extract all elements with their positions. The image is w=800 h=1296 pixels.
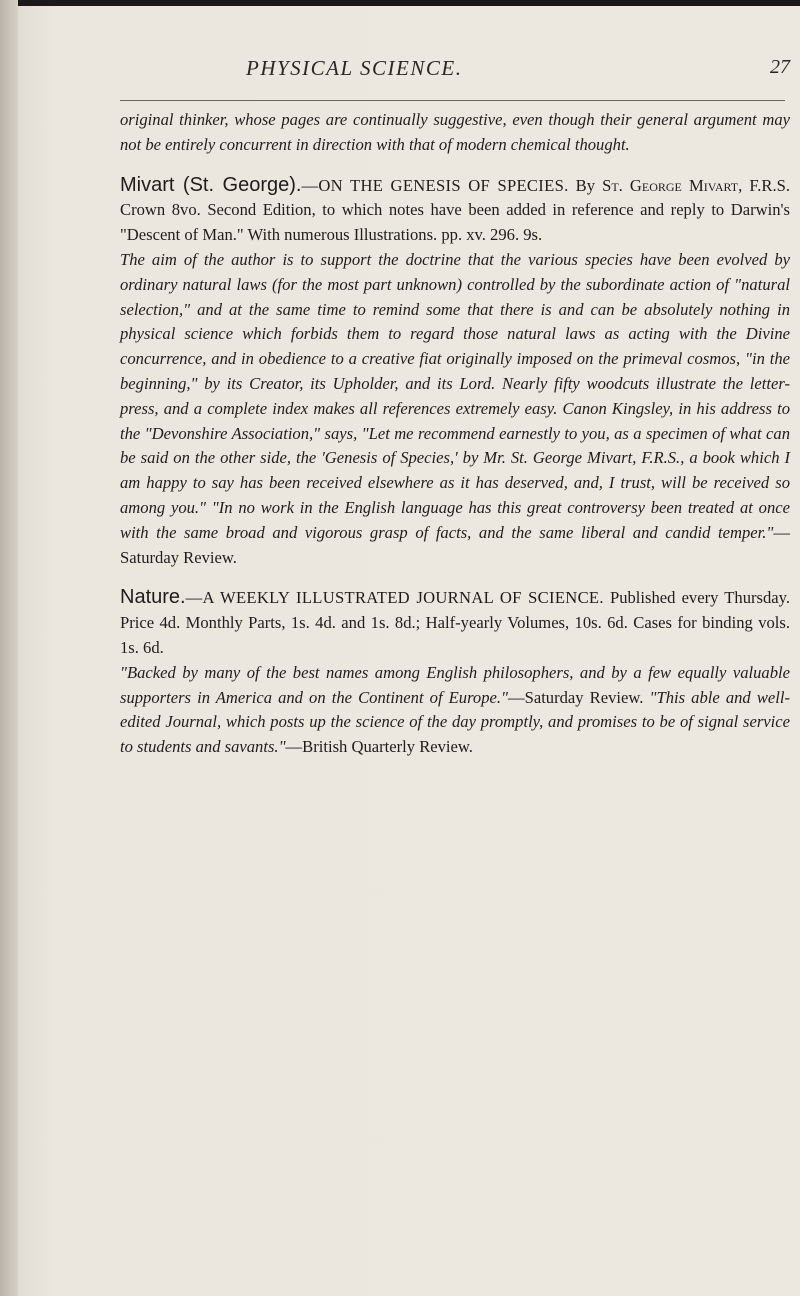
review-source: —Saturday Review. (120, 522, 790, 567)
review-source-2: —British Quarterly Review. (285, 737, 473, 757)
entry-journal-name: Nature. (120, 586, 186, 609)
entry-nature-reviews (120, 661, 790, 760)
entry-title: —ON THE GENESIS OF SPECIES. (301, 175, 569, 195)
page-binding-shadow (0, 0, 18, 1296)
review-text: The aim of the author is to support the doctrine that the various species have been evolved by ordinary natural laws (for the most part unknown) controlled by the subordinate action of "natural selection," and at the same time to remind some that there is and can be absolutely nothing in physical science which forbids them to regard those natural laws as acting with the Divine concurrence, and in obedience to a creative fiat originally imposed on the primeval cosmos, "in the beginning," by its Creator, its Upholder, and its Lord. Nearly fifty woodcuts illustrate the letter-press, and a complete index makes all references extremely easy. Canon Kingsley, in his address to the "Devonshire Association," says, "Let me recommend earnestly to you, as a specimen of what can be said on the other side, the 'Genesis of Species,' by Mr. St. George Mivart, F.R.S., a book which I am happy to say has been received elsewhere as it has deserved, and, I trust, will be received so among you." "In no work in the English language has this great controversy been treated at once with the same broad and vigorous grasp of facts, and the same liberal and candid temper." (120, 249, 790, 542)
review-quote-2: "This able and well-edited Journal, which posts up the science of the day promptly, and promises to be of signal service to students and savants." (120, 687, 790, 757)
entry-journal-title: —A WEEKLY ILLUSTRATED JOURNAL OF SCIENCE. (185, 588, 604, 608)
entry-author-name: St. George Mivart (602, 175, 739, 195)
entry-mivart-review (120, 248, 790, 570)
entry-author: Mivart (St. George). (120, 173, 302, 196)
running-head (0, 56, 800, 90)
header-rule (120, 100, 785, 101)
entry-by: By (575, 175, 596, 195)
review-source-1: —Saturday Review. (508, 687, 644, 707)
page-number: 27 (770, 56, 790, 78)
page-top-shadow (0, 0, 800, 6)
review-quote-1: "Backed by many of the best names among English philosophers, and by a few equally valuable supporters in America and on the Continent of Europe." (120, 662, 790, 707)
running-head-title: PHYSICAL SCIENCE. (246, 56, 463, 80)
entry-mivart (120, 173, 790, 248)
entry-details: , F.R.S. Crown 8vo. Second Edition, to which notes have been added in reference and reply to Darwin's "Descent of Man." With numerous Illustrations. pp. xv. 296. 9s. (120, 175, 790, 245)
page-content (120, 108, 790, 760)
continued-quote: original thinker, whose pages are continually suggestive, even though their general argument may not be entirely concurrent in direction with that of modern chemical thought. (120, 110, 790, 154)
entry-journal-details: Published every Thursday. Price 4d. Monthly Parts, 1s. 4d. and 1s. 8d.; Half-yearly Volumes, 10s. 6d. Cases for binding vols. 1s. 6d. (120, 588, 791, 657)
entry-nature (120, 585, 790, 660)
